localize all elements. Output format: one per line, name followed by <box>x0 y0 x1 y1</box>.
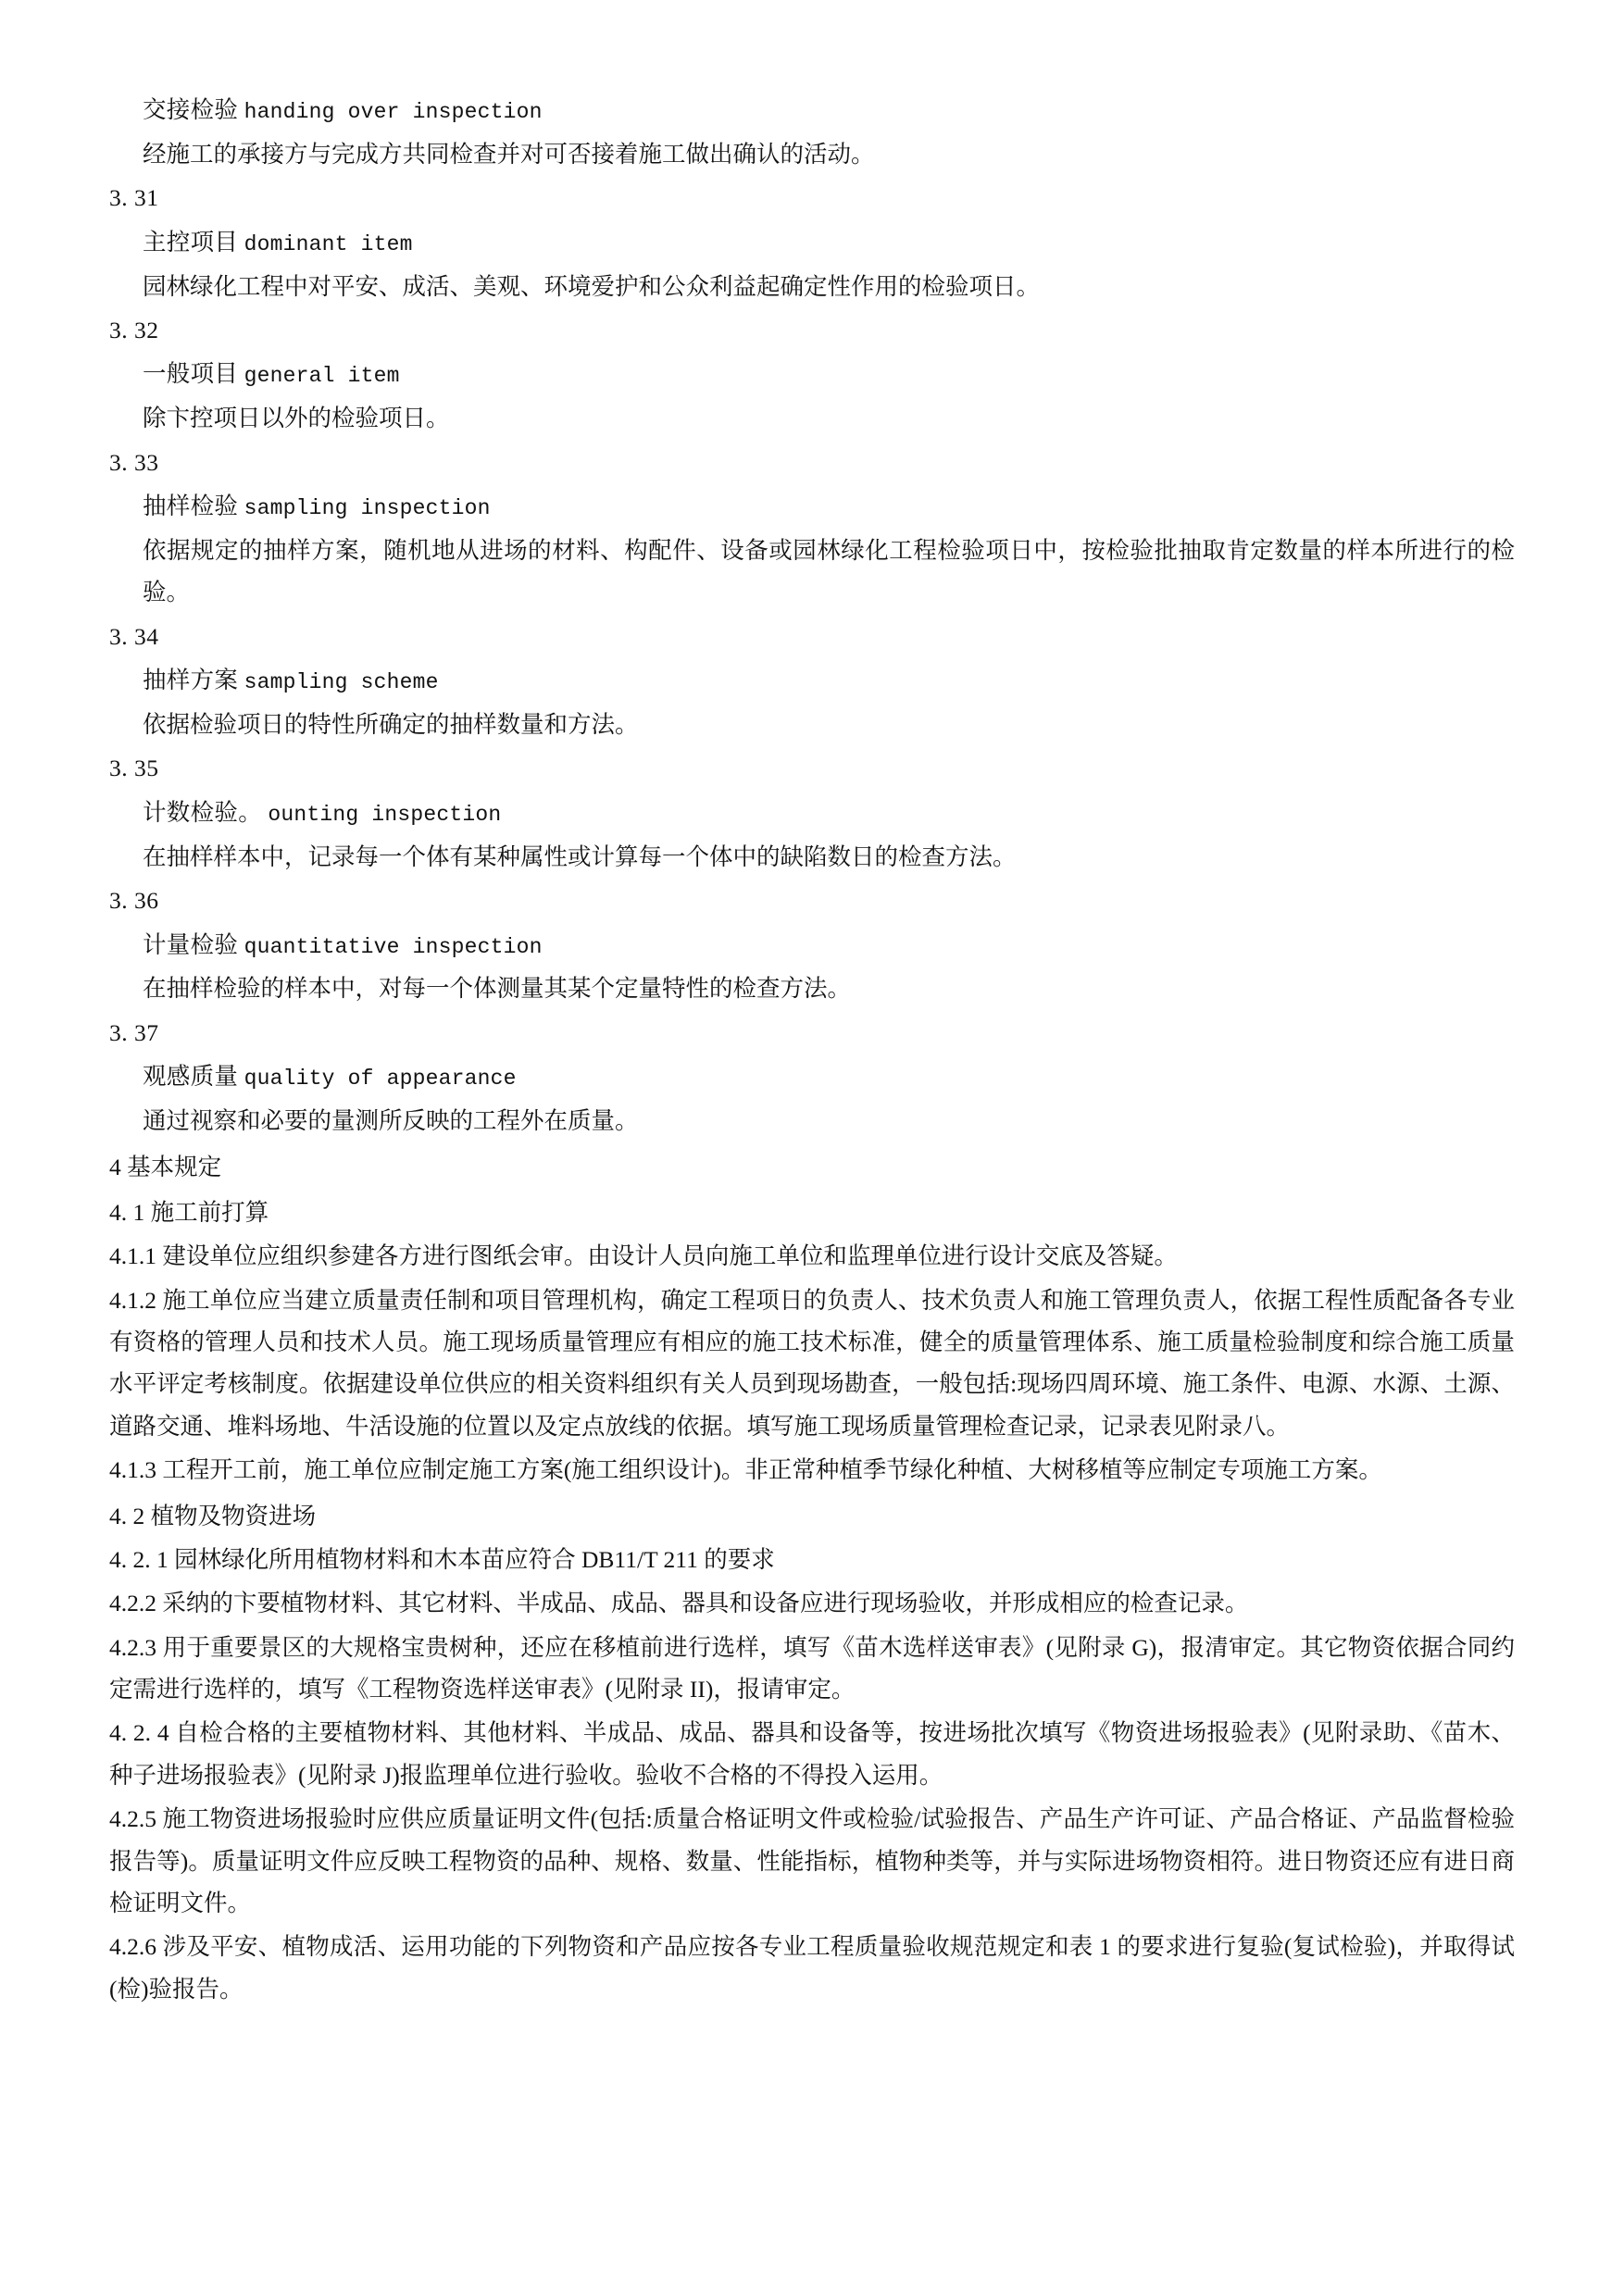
term-english: ounting inspection <box>268 802 502 827</box>
body-paragraph: 4.2.6 涉及平安、植物成活、运用功能的下列物资和产品应按各专业工程质量验收规范规定和表 1 的要求进行复验(复试检验)，并取得试(检)验报告。 <box>109 1933 1515 2003</box>
term-english: quality of appearance <box>244 1067 517 1092</box>
term-definition: 在抽样检验的样本中，对每一个体测量其某个定量特性的检查方法。 <box>143 975 852 1003</box>
term-chinese: 交接检验 <box>143 96 239 123</box>
term-english: general item <box>244 364 400 389</box>
document-body <box>109 89 1515 2010</box>
clause-number: 3. 33 <box>109 448 159 476</box>
section-heading: 4. 2 植物及物资进场 <box>109 1502 317 1529</box>
term-english: dominant item <box>244 231 413 256</box>
term-definition: 在抽样样本中，记录每一个体有某种属性或计算每一个体中的缺陷数日的检查方法。 <box>143 842 1017 870</box>
body-paragraph: 4.1.3 工程开工前，施工单位应制定施工方案(施工组织设计)。非正常种植季节绿化种植、大树移植等应制定专项施工方案。 <box>109 1456 1382 1484</box>
term-entry <box>109 89 1515 131</box>
term-entry <box>109 485 1515 528</box>
term-english: sampling scheme <box>244 670 439 695</box>
term-entry <box>109 659 1515 702</box>
term-entry <box>109 221 1515 264</box>
body-paragraph: 4. 2. 4 自检合格的主要植物材料、其他材料、半成品、成品、器具和设备等，按进场批次填写《物资进场报验表》(见附录助、《苗木、种子进场报验表》(见附录 J)报监理单位进行验收。验收不合格的不得投入运用。 <box>109 1719 1515 1789</box>
term-chinese: 观感质量 <box>143 1063 239 1091</box>
clause-number: 3. 32 <box>109 317 159 343</box>
clause-number: 3. 35 <box>109 755 159 782</box>
term-definition: 依据检验项日的特性所确定的抽样数量和方法。 <box>143 711 639 739</box>
term-english: sampling inspection <box>244 496 491 521</box>
section-heading: 4. 1 施工前打算 <box>109 1198 269 1226</box>
clause-number: 3. 36 <box>109 887 159 915</box>
term-entry <box>109 1055 1515 1098</box>
term-definition: 通过视察和必要的量测所反映的工程外在质量。 <box>143 1107 639 1135</box>
term-chinese: 主控项目 <box>143 228 239 256</box>
term-chinese: 计数检验。 <box>143 798 263 826</box>
term-chinese: 一般项目 <box>143 360 239 388</box>
clause-number: 3. 34 <box>109 622 159 650</box>
body-paragraph: 4.1.1 建设单位应组织参建各方进行图纸会审。由设计人员向施工单位和监理单位进行设计交底及答疑。 <box>109 1242 1178 1270</box>
term-chinese: 抽样检验 <box>143 493 239 520</box>
term-chinese: 计量检验 <box>143 930 239 958</box>
body-paragraph: 4.2.3 用于重要景区的大规格宝贵树种，还应在移植前进行选样，填写《苗木选样送审表》(见附录 G)，报清审定。其它物资依据合同约定需进行选样的，填写《工程物资选样送审表》(见附录 II)，报请审定。 <box>109 1633 1515 1703</box>
body-paragraph: 4.2.5 施工物资进场报验时应供应质量证明文件(包括:质量合格证明文件或检验/试验报告、产品生产许可证、产品合格证、产品监督检验报告等)。质量证明文件应反映工程物资的品种、规格、数量、性能指标，植物种类等，并与实际进场物资相符。进日物资还应有进日商检证明文件。 <box>109 1805 1515 1916</box>
term-entry <box>109 924 1515 967</box>
term-entry <box>109 353 1515 395</box>
term-definition: 经施工的承接方与完成方共同检查并对可否接着施工做出确认的活动。 <box>143 140 875 168</box>
term-definition: 园林绿化工程中对平安、成活、美观、环境爱护和公众利益起确定性作用的检验项日。 <box>143 272 1041 300</box>
term-chinese: 抽样方案 <box>143 667 239 694</box>
term-definition: 依据规定的抽样方案，随机地从进场的材料、构配件、设备或园林绿化工程检验项日中，按检验批抽取肯定数量的样本所进行的检验。 <box>143 537 1515 606</box>
body-paragraph: 4.2.2 采纳的卞要植物材料、其它材料、半成品、成品、器具和设备应进行现场验收，并形成相应的检查记录。 <box>109 1590 1249 1617</box>
section-heading: 4 基本规定 <box>109 1153 222 1180</box>
body-paragraph: 4.1.2 施工单位应当建立质量责任制和项目管理机构，确定工程项日的负责人、技术负责人和施工管理负责人，依据工程性质配备各专业有资格的管理人员和技术人员。施工现场质量管理应有相应的施工技术标准，健全的质量管理体系、施工质量检验制度和综合施工质量水平评定考核制度。依据建设单位供应的相关资料组织有关人员到现场勘查，一般包括:现场四周环境、施工条件、电源、水源、土源、道路交通、堆料场地、牛活设施的位置以及定点放线的依据。填写施工现场质量管理检查记录，记录表见附录八。 <box>109 1286 1515 1440</box>
term-entry <box>109 792 1515 834</box>
body-paragraph: 4. 2. 1 园林绿化所用植物材料和木本苗应符合 DB11/T 211 的要求 <box>109 1545 775 1573</box>
term-definition: 除卞控项日以外的检验项日。 <box>143 405 450 432</box>
term-english: handing over inspection <box>244 100 543 124</box>
clause-number: 3. 37 <box>109 1018 159 1046</box>
term-english: quantitative inspection <box>244 934 543 959</box>
clause-number: 3. 31 <box>109 184 159 212</box>
